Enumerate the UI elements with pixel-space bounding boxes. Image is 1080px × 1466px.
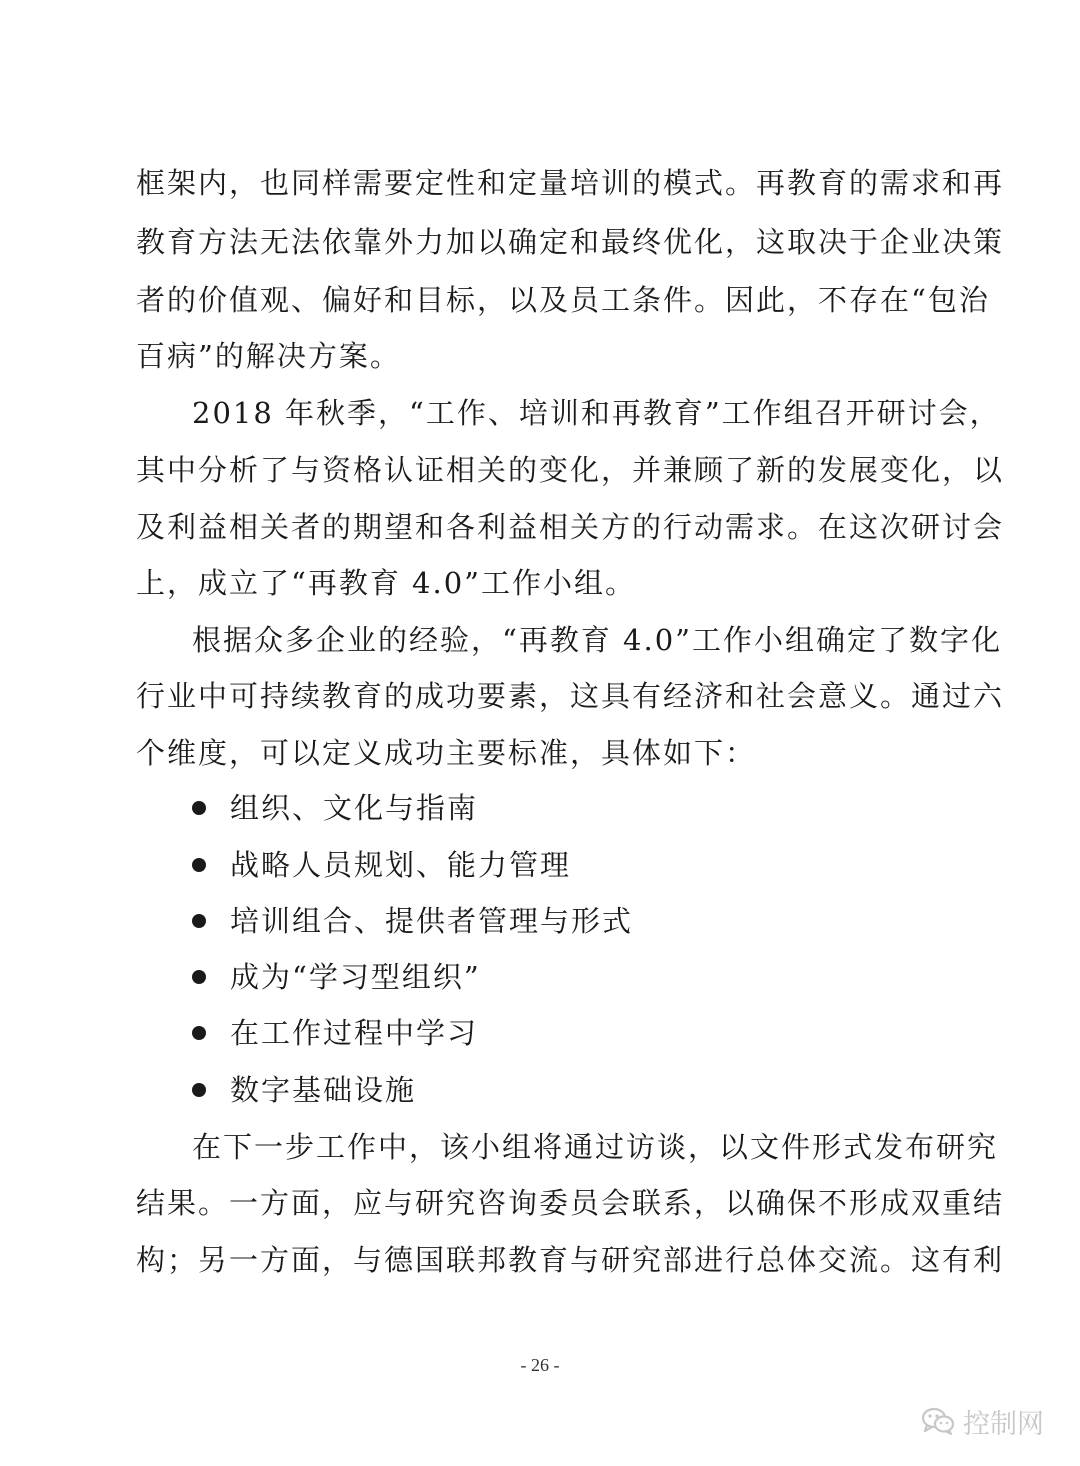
p3-line-1: 根据众多企业的经验，“再教育 4.0”工作小组确定了数字化 [192, 623, 1002, 657]
bullet-icon [192, 1026, 206, 1040]
list-item-text: 战略人员规划、能力管理 [230, 848, 572, 882]
bullet-icon [192, 1083, 206, 1097]
list-item-text: 组织、文化与指南 [230, 791, 479, 825]
list-item-text: 成为“学习型组织” [230, 960, 481, 994]
p1-line-1: 框架内，也同样需要定性和定量培训的模式。再教育的需求和再 [136, 166, 1005, 200]
p3-line-2: 行业中可持续教育的成功要素，这具有经济和社会意义。通过六 [136, 679, 1005, 713]
p1-line-3: 者的价值观、偏好和目标，以及员工条件。因此，不存在“包治 [136, 283, 990, 317]
p2-line-3: 及利益相关者的期望和各利益相关方的行动需求。在这次研讨会 [136, 510, 1005, 544]
wechat-icon [921, 1406, 955, 1436]
bullet-icon [192, 801, 206, 815]
p1-line-2: 教育方法无法依靠外力加以确定和最终优化，这取决于企业决策 [136, 225, 1005, 259]
p4-line-3: 构；另一方面，与德国联邦教育与研究部进行总体交流。这有利 [136, 1243, 1005, 1277]
watermark-text: 控制网 [963, 1408, 1044, 1440]
list-item-text: 在工作过程中学习 [230, 1016, 479, 1050]
bullet-icon [192, 970, 206, 984]
list-item-text: 培训组合、提供者管理与形式 [230, 904, 634, 938]
p4-line-1: 在下一步工作中，该小组将通过访谈，以文件形式发布研究 [192, 1130, 999, 1164]
bullet-icon [192, 858, 206, 872]
list-item-text: 数字基础设施 [230, 1073, 417, 1107]
p2-line-4: 上，成立了“再教育 4.0”工作小组。 [136, 566, 636, 600]
watermark [921, 1400, 1044, 1442]
bullet-icon [192, 914, 206, 928]
p2-line-2: 其中分析了与资格认证相关的变化，并兼顾了新的发展变化，以 [136, 453, 1005, 487]
page-number: - 26 - [520, 1355, 560, 1375]
p1-line-4: 百病”的解决方案。 [136, 339, 401, 373]
p4-line-2: 结果。一方面，应与研究咨询委员会联系，以确保不形成双重结 [136, 1186, 1005, 1220]
p2-line-1: 2018 年秋季，“工作、培训和再教育”工作组召开研讨会， [192, 396, 1001, 430]
p3-line-3: 个维度，可以定义成功主要标准，具体如下： [136, 736, 757, 770]
